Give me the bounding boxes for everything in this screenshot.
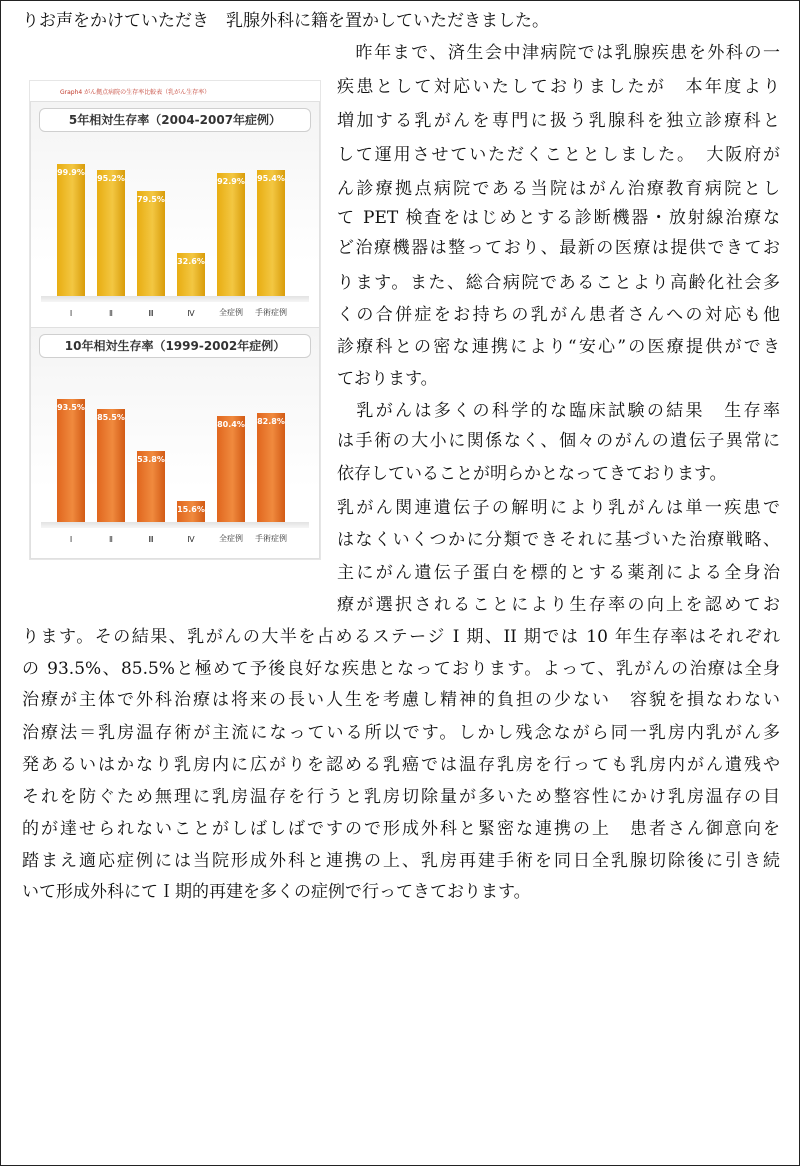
survival-rate-figure: [30, 81, 320, 559]
text-line: ります。また、総合病院であることより高齢化社会多: [337, 273, 780, 293]
chart-baseline: [41, 296, 309, 302]
text-line: 治療が主体で外科治療は将来の長い人生を考慮し精神的負担の少ない 容貌を損なわない: [22, 690, 780, 710]
x-tick-label: Ⅰ: [69, 309, 73, 318]
chart-baseline: [41, 522, 309, 528]
text-line: ります。その結果、乳がんの大半を占めるステージ I 期、II 期では 10 年生存率はそれぞれ: [22, 627, 780, 647]
text-line: ております。: [337, 369, 438, 389]
bar-value-label: 32.6%: [177, 256, 205, 266]
bar-value-label: 99.9%: [57, 168, 85, 178]
chart-5year-survival: [30, 101, 320, 333]
text-line: て PET 検査をはじめとする診断機器・放射線治療な: [337, 208, 780, 228]
text-line: 依存していることが明らかとなってきております。: [337, 464, 727, 484]
bar-value-label: 93.5%: [57, 402, 85, 412]
figure-caption: Graph4 がん拠点病院の生存率比較表（乳がん生存率）: [60, 89, 211, 96]
bar-5: [217, 416, 245, 522]
text-line: 発あるいはかなり乳房内に広がりを認める乳癌では温存乳房を行っても乳房内がん遺残や: [22, 755, 780, 775]
bar-value-label: 15.6%: [177, 505, 205, 515]
x-tick-label: Ⅳ: [187, 309, 195, 318]
text-line: 昨年まで、済生会中津病院では乳腺疾患を外科の一: [337, 43, 780, 63]
chart-title: 10年相対生存率（1999-2002年症例）: [39, 334, 311, 358]
bar-2: [97, 170, 125, 296]
text-line: いて形成外科にてＩ期的再建を多くの症例で行ってきております。: [22, 882, 531, 902]
x-tick-label: Ⅱ: [109, 535, 113, 544]
text-line: 診療科との密な連携により“安心”の医療提供ができ: [337, 337, 780, 357]
x-tick-label: Ⅱ: [109, 309, 113, 318]
bar-4: [177, 501, 205, 522]
text-line: ん診療拠点病院である当院はがん治療教育病院とし: [337, 179, 780, 199]
bar-6: [257, 413, 285, 522]
x-tick-label: Ⅲ: [148, 535, 154, 544]
bar-1: [57, 164, 85, 296]
text-line: の 93.5%、85.5%と極めて予後良好な疾患となっております。よって、乳がんの治療は全身: [22, 659, 780, 679]
text-line: 主にがん遺伝子蛋白を標的とする薬剤による全身治: [337, 563, 780, 583]
text-line: して運用させていただくこととしました。 大阪府が: [337, 145, 780, 165]
chart-10year-survival: [30, 327, 320, 559]
x-tick-label: 手術症例: [255, 308, 287, 317]
x-tick-label: 全症例: [219, 308, 243, 317]
bar-value-label: 85.5%: [97, 413, 125, 423]
bar-value-label: 79.5%: [137, 195, 165, 205]
text-line: りお声をかけていただき 乳腺外科に籍を置かしていただきました。: [22, 11, 549, 31]
x-tick-label: Ⅳ: [187, 535, 195, 544]
bar-value-label: 95.2%: [97, 174, 125, 184]
bar-value-label: 95.4%: [257, 174, 285, 184]
text-line: 乳がん関連遺伝子の解明により乳がんは単一疾患で: [337, 498, 780, 518]
text-line: 療が選択されることにより生存率の向上を認めてお: [337, 595, 780, 615]
bar-3: [137, 191, 165, 296]
bar-value-label: 53.8%: [137, 454, 165, 464]
text-line: ど治療機器は整っており、最新の医療は提供できてお: [337, 238, 780, 258]
bar-value-label: 82.8%: [257, 416, 285, 426]
text-line: 増加する乳がんを専門に扱う乳腺科を独立診療科と: [337, 111, 780, 131]
bar-6: [257, 170, 285, 296]
bar-1: [57, 399, 85, 522]
bar-4: [177, 253, 205, 296]
text-line: はなくいくつかに分類できそれに基づいた治療戦略、: [337, 530, 780, 550]
bar-5: [217, 173, 245, 296]
text-line: 乳がんは多くの科学的な臨床試験の結果 生存率: [337, 401, 780, 421]
bar-value-label: 80.4%: [217, 419, 245, 429]
text-line: 疾患として対応いたしておりましたが 本年度より: [337, 77, 780, 97]
x-tick-label: Ⅲ: [148, 309, 154, 318]
bar-3: [137, 451, 165, 522]
x-tick-label: Ⅰ: [69, 535, 73, 544]
text-line: 治療法＝乳房温存術が主流になっている所以です。しかし残念ながら同一乳房内乳がん多: [22, 723, 780, 743]
text-line: 踏まえ適応症例には当院形成外科と連携の上、乳房再建手術を同日全乳腺切除後に引き続: [22, 851, 780, 871]
bar-value-label: 92.9%: [217, 177, 245, 187]
bar-2: [97, 409, 125, 522]
text-line: それを防ぐため無理に乳房温存を行うと乳房切除量が多いため整容性にかけ乳房温存の目: [22, 787, 780, 807]
text-line: くの合併症をお持ちの乳がん患者さんへの対応も他: [337, 305, 780, 325]
x-tick-label: 手術症例: [255, 534, 287, 543]
text-line: 的が達せられないことがしばしばですので形成外科と緊密な連携の上 患者さん御意向を: [22, 819, 780, 839]
x-tick-label: 全症例: [219, 534, 243, 543]
text-line: は手術の大小に関係なく、個々のがんの遺伝子異常に: [337, 431, 780, 451]
chart-title: 5年相対生存率（2004-2007年症例）: [39, 108, 311, 132]
